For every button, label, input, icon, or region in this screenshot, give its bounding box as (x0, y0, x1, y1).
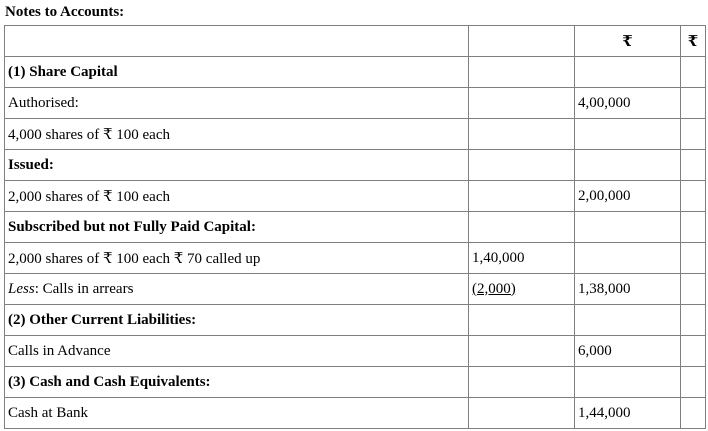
cell-col2 (469, 181, 575, 212)
table-row (5, 398, 706, 429)
amount-authorised: 4,00,000 (575, 88, 681, 119)
table-row (5, 367, 706, 398)
page-title: Notes to Accounts: (5, 4, 125, 20)
cell-col3 (575, 305, 681, 336)
row-label: 4,000 shares of ₹ 100 each (5, 119, 469, 150)
row-label-rest: : Calls in arrears (34, 280, 134, 297)
section-heading-issued: Issued: (5, 150, 469, 181)
row-label: Cash at Bank (5, 398, 469, 429)
cell-col4 (681, 274, 706, 305)
header-particulars (5, 26, 469, 57)
cell-col4 (681, 243, 706, 274)
amount-called-up: 1,40,000 (469, 243, 575, 274)
row-label-less-calls-in-arrears (5, 274, 469, 305)
cell-col2 (469, 367, 575, 398)
cell-col3 (575, 150, 681, 181)
row-label: Calls in Advance (5, 336, 469, 367)
table-row (5, 336, 706, 367)
header-col2 (469, 26, 575, 57)
amount-issued: 2,00,000 (575, 181, 681, 212)
cell-col2 (469, 57, 575, 88)
row-label: 2,000 shares of ₹ 100 each (5, 181, 469, 212)
table-row (5, 150, 706, 181)
cell-col4 (681, 57, 706, 88)
cell-col2 (469, 150, 575, 181)
cell-col4 (681, 305, 706, 336)
cell-col4 (681, 119, 706, 150)
cell-col4 (681, 212, 706, 243)
table-row (5, 57, 706, 88)
header-rupee-col3: ₹ (575, 26, 681, 57)
cell-col2 (469, 305, 575, 336)
table-row (5, 212, 706, 243)
cell-col3 (575, 367, 681, 398)
table-row (5, 181, 706, 212)
cell-col4 (681, 150, 706, 181)
section-heading-share-capital: (1) Share Capital (5, 57, 469, 88)
less-prefix: Less (8, 280, 35, 297)
notes-table (4, 25, 706, 429)
table-row (5, 243, 706, 274)
table-row (5, 88, 706, 119)
cell-col4 (681, 336, 706, 367)
cell-col2 (469, 336, 575, 367)
section-heading-other-current-liabilities: (2) Other Current Liabilities: (5, 305, 469, 336)
cell-col2 (469, 119, 575, 150)
cell-col4 (681, 88, 706, 119)
cell-col3 (575, 212, 681, 243)
cell-col2 (469, 212, 575, 243)
header-rupee-col4: ₹ (681, 26, 706, 57)
cell-col3 (575, 57, 681, 88)
cell-col2 (469, 88, 575, 119)
cell-col2 (469, 398, 575, 429)
section-heading-cash: (3) Cash and Cash Equivalents: (5, 367, 469, 398)
row-label: 2,000 shares of ₹ 100 each ₹ 70 called up (5, 243, 469, 274)
table-row (5, 305, 706, 336)
cell-col3 (575, 243, 681, 274)
cell-col4 (681, 181, 706, 212)
cell-col4 (681, 398, 706, 429)
calls-in-arrears-value: (2,000) (472, 280, 516, 297)
cell-col3 (575, 119, 681, 150)
table-header-row (5, 26, 706, 57)
amount-calls-in-arrears (469, 274, 575, 305)
amount-subscribed-net: 1,38,000 (575, 274, 681, 305)
cell-col4 (681, 367, 706, 398)
table-row (5, 119, 706, 150)
section-heading-subscribed: Subscribed but not Fully Paid Capital: (5, 212, 469, 243)
amount-cash-at-bank: 1,44,000 (575, 398, 681, 429)
row-label: Authorised: (5, 88, 469, 119)
table-row (5, 274, 706, 305)
amount-calls-in-advance: 6,000 (575, 336, 681, 367)
